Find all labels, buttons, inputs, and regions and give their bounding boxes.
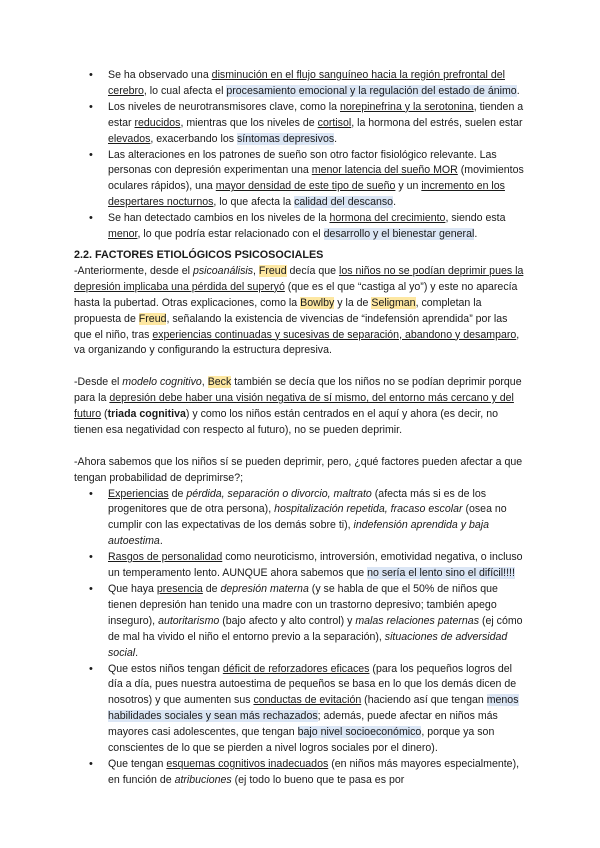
styled-text-run: disminución en el flujo sanguíneo hacia la región prefrontal del cerebro (108, 69, 505, 97)
text-run: (haciendo así que tengan (361, 694, 487, 707)
text-run: , porque ya son conscientes de lo que se pierden a nivel logros sociales por el dinero). (108, 726, 495, 755)
text-run: (para los pequeños logros del día a día, pues nuestra autoestima de pequeños se basa en lo que los demás dicen de nosotros) y que aumenten sus (108, 662, 517, 707)
text-run: . (159, 535, 163, 548)
styled-text-run: experiencias continuadas y sucesivas de separación, abandono y desamparo (152, 328, 517, 341)
styled-text-run: Bowlby (300, 296, 335, 309)
text-run: y la de (334, 296, 372, 309)
text-run: . (393, 196, 397, 209)
styled-text-run: Freud (138, 312, 167, 325)
text-run: (bajo afecto y alto control) y (219, 614, 356, 627)
text-run: (ej todo lo bueno que te pasa es por (231, 773, 405, 786)
bullet-item (74, 148, 526, 212)
text-run: como neuroticismo, introversión, emotividad negativa, o incluso un temperamento lento. AUNQUE ahora sabemos que (108, 551, 523, 580)
text-run: -Desde el (74, 376, 123, 389)
text-run: (afecta más si es de los progenitores que de otra persona), (108, 487, 487, 516)
styled-text-run: hormona del crecimiento (329, 212, 446, 225)
styled-text-run: esquemas cognitivos inadecuados (166, 757, 329, 770)
page-content (74, 68, 526, 789)
text-run: . (334, 132, 338, 145)
styled-text-run: atribuciones (174, 773, 232, 786)
text-run: , tienden a estar (108, 100, 524, 129)
bullet-item (74, 550, 526, 582)
text-run: , mientras que los niveles de (180, 116, 318, 129)
text-run: . (135, 646, 139, 659)
text-run: de (202, 582, 221, 595)
text-run: de (168, 487, 187, 500)
styled-text-run: calidad del descanso (294, 196, 394, 209)
text-run: (movimientos oculares rápidos), una (108, 164, 524, 193)
section-heading: 2.2. FACTORES ETIOLÓGICOS PSICOSOCIALES (74, 248, 324, 261)
text-run: , lo cual afecta el (143, 84, 227, 97)
styled-text-run: mayor densidad de este tipo de sueño (215, 180, 396, 193)
styled-text-run: reducidos (134, 116, 181, 129)
styled-text-run: pérdida, separación o divorcio, maltrato (186, 487, 372, 500)
text-run: (osea no cumplir con las expectativas de los demás sobre ti), (108, 503, 507, 532)
paragraph-ahora (74, 455, 526, 487)
styled-text-run: Beck (207, 376, 232, 389)
paragraph-beck (74, 375, 526, 439)
text-run: ( (101, 408, 108, 421)
text-run: , señalando la existencia de vivencias de “indefensión aprendida” por las que el niño, tras (74, 312, 508, 341)
styled-text-run: Seligman (371, 296, 416, 309)
styled-text-run: Freud (258, 264, 287, 277)
text-run: -Ahora sabemos que los niños sí se pueden deprimir, pero, ¿qué factores pueden afectar a que tengan probabilidad de deprimirse?; (74, 455, 523, 484)
text-run: Se han detectado cambios en los niveles de la (108, 212, 330, 225)
styled-text-run: situaciones de adversidad social (108, 630, 508, 659)
styled-text-run: elevados (108, 132, 151, 145)
paragraph-gap (74, 439, 526, 455)
bullet-item (74, 757, 526, 789)
styled-text-run: Experiencias (108, 487, 169, 500)
paragraph-freud (74, 264, 526, 359)
text-run: , (201, 376, 208, 389)
styled-text-run: modelo cognitivo (122, 376, 202, 389)
text-run: -Anteriormente, desde el (74, 264, 193, 277)
text-run: ; además, puede afectar en niños más mayores casi adolescentes, que tengan (108, 710, 498, 739)
text-run: Que tengan (108, 757, 167, 770)
psychosocial-bullet-list (74, 487, 526, 789)
styled-text-run: incremento en los despertares nocturnos (108, 180, 505, 209)
text-run: decía que (286, 264, 340, 277)
styled-text-run: los niños no se podían deprimir pues la depresión implicaba una pérdida del superyó (74, 264, 524, 293)
styled-text-run: menor (108, 228, 138, 241)
text-run: , exacerbando los (150, 132, 237, 145)
text-run: Los niveles de neurotransmisores clave, como la (108, 100, 340, 113)
text-run: , (253, 264, 259, 277)
styled-text-run: menor latencia del sueño MOR (311, 164, 458, 177)
styled-text-run: presencia (156, 582, 203, 595)
styled-text-run: bajo nivel socioeconómico (297, 726, 422, 739)
text-run: ) y como los niños están centrados en el aquí y ahora (es decir, no tienen esa negatividad con respecto al futuro), no se pueden deprimir. (74, 408, 498, 436)
styled-text-run: síntomas depresivos (236, 132, 335, 145)
styled-text-run: conductas de evitación (253, 694, 362, 707)
styled-text-run: norepinefrina y la serotonina (340, 100, 474, 113)
styled-text-run: malas relaciones paternas (355, 614, 479, 627)
text-run: y un (395, 180, 422, 193)
text-run: . (474, 228, 478, 241)
physiological-bullet-list (74, 68, 526, 243)
styled-text-run: depresión materna (220, 582, 309, 595)
styled-text-run: déficit de reforzadores eficaces (222, 662, 370, 675)
text-run: Se ha observado una (108, 69, 212, 81)
styled-text-run: indefensión aprendida y baja autoestima (108, 519, 489, 548)
bullet-item (74, 68, 526, 100)
text-run: , siendo esta (445, 212, 506, 225)
text-run: Que estos niños tengan (108, 662, 223, 675)
styled-text-run: procesamiento emocional y la regulación del estado de ánimo (226, 84, 517, 97)
text-run: , va organizando y configurando la estructura depresiva. (74, 328, 520, 357)
text-run: (en niños más mayores especialmente), en función de (108, 757, 520, 786)
styled-text-run: psicoanálisis (192, 264, 254, 277)
styled-text-run: desarrollo y el bienestar general (323, 228, 475, 241)
text-run: , la hormona del estrés, suelen estar (351, 116, 523, 129)
text-run: , lo que afecta la (213, 196, 295, 209)
text-run: Las alteraciones en los patrones de sueño son otro factor fisiológico relevante. Las personas con depresión experimentan una (108, 148, 497, 177)
styled-text-run: autoritarismo (158, 614, 220, 627)
paragraph-gap (74, 359, 526, 375)
text-run: , completan la propuesta de (74, 296, 482, 325)
bullet-item (74, 582, 526, 662)
text-run: Que haya (108, 582, 157, 595)
bullet-item (74, 211, 526, 243)
text-run: (ej cómo de mal ha vivido el niño el entorno previo a la separación), (108, 614, 523, 643)
styled-text-run: menos habilidades sociales y sean más rechazados (108, 694, 519, 723)
text-run: . (516, 84, 520, 97)
text-run: (que es el que “castiga al yo”) y este no aparecía hasta la pubertad. Otras explicaciones, como la (74, 280, 518, 309)
styled-text-run: cortisol (317, 116, 352, 129)
styled-text-run: triada cognitiva (107, 408, 186, 421)
bullet-item (74, 487, 526, 551)
bullet-item (74, 662, 526, 757)
styled-text-run: Rasgos de personalidad (108, 551, 223, 564)
text-run: (y se habla de que el 50% de niños que tienen depresión han tenido una madre con un trastorno depresivo; también apego inseguro), (108, 582, 498, 627)
styled-text-run: no sería el lento sino el difícil!!!! (367, 567, 515, 580)
text-run: , lo que podría estar relacionado con el (137, 228, 324, 241)
styled-text-run: hospitalización repetida, fracaso escolar (274, 503, 463, 516)
styled-text-run: depresión debe haber una visión negativa de sí mismo, del entorno más cercano y del futuro (74, 392, 514, 421)
text-run: también se decía que los niños no se podían deprimir porque para la (74, 376, 522, 405)
bullet-item (74, 100, 526, 148)
